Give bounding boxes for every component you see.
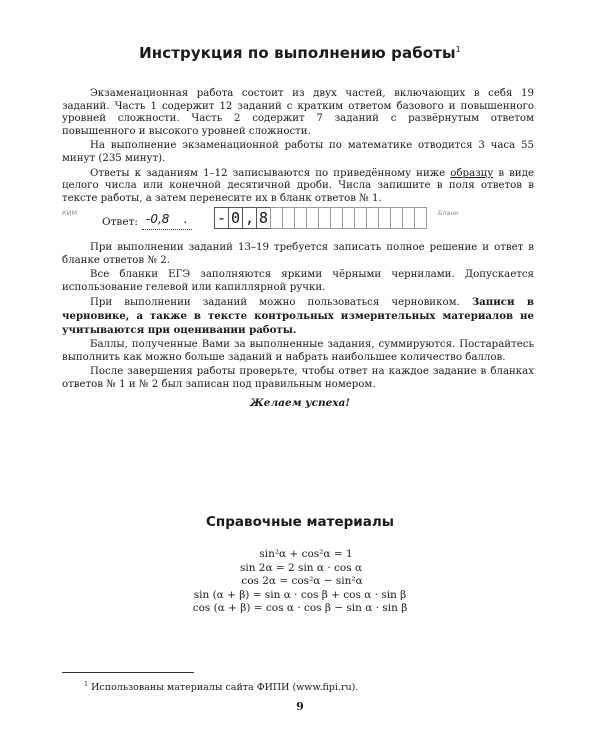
formula: cos 2α = cos²α − sin²α [241,575,363,588]
title-footnote-mark: 1 [455,45,461,54]
reference-title: Справочные материалы [206,514,394,530]
page-title [0,44,600,62]
title-text: Инструкция по выполнению работы [139,44,456,62]
formula: sin 2α = 2 sin α · cos α [239,561,363,574]
answer-handwritten-value [146,212,187,226]
paragraph-check: После завершения работы проверьте, чтобы ответ на каждое задание в бланках ответов № 1 и № 2 был записан под правильным номером. [62,366,534,390]
sample-link[interactable]: образцу [450,167,494,179]
answer-sample [62,207,542,233]
answer-box: , [242,207,257,229]
formula: cos (α + β) = cos α · cos β − sin α · sin β [192,602,408,615]
paragraph-ink: Все бланки ЕГЭ заполняются яркими чёрными чернилами. Допускается использование гелевой или капиллярной ручки. [62,269,534,293]
answers-text-after: в виде целого числа или конечной десятичной дроби. Числа запишите в поля ответов в тексте работы, а затем перенесите их в бланк ответов № 1. [62,167,534,204]
answer-box: 0 [228,207,243,229]
answer-underline [142,229,192,230]
answer-label: Ответ: [102,216,138,228]
answers-text-before: Ответы к заданиям 1–12 записываются по приведённому ниже [90,167,451,179]
paragraph-part2: При выполнении заданий 13–19 требуется записать полное решение и ответ в бланке ответов № 2. [62,242,534,266]
paragraph-draft [62,296,534,337]
formula-list [0,548,600,616]
answer-dot: . [183,212,188,226]
footnote [84,680,358,693]
paragraph-scores: Баллы, полученные Вами за выполненные задания, суммируются. Постарайтесь выполнить как можно больше заданий и набрать наибольшее количество баллов. [62,339,534,363]
blank-label: Бланк [438,209,459,217]
paragraph-time: На выполнение экзаменационной работы по математике отводится 3 часа 55 минут (235 минут). [62,140,534,164]
footnote-mark: 1 [84,680,89,688]
answer-box: - [214,207,229,229]
answer-box [414,207,427,229]
formula: sin (α + β) = sin α · cos β + cos α · sin β [193,588,407,601]
answer-value: -0,8 [146,212,170,226]
answer-box: 8 [256,207,271,229]
instructions-text [62,88,534,207]
draft-text: При выполнении заданий можно пользоваться черновиком. [90,297,472,309]
paragraph-structure: Экзаменационная работа состоит из двух частей, включающих в себя 19 заданий. Часть 1 содержит 12 заданий с кратким ответом базового и повышенного уровней сложности. Часть 2 содержит 7 заданий с развёрнутым ответом повышенного и высокого уровней сложности. [62,88,534,137]
footnote-divider [62,672,194,673]
answer-boxes [214,207,426,229]
instructions-text-continued [62,242,534,394]
kim-label: КИМ [62,209,78,217]
footnote-text: Использованы материалы сайта ФИПИ (www.fipi.ru). [91,682,359,694]
formula: sin²α + cos²α = 1 [259,548,353,560]
paragraph-answers [62,168,534,206]
page-number: 9 [296,700,304,713]
good-luck-text: Желаем успеха! [250,397,350,409]
draft-bold-text: Записи в черновике, а также в тексте контрольных измерительных материалов не учитываются при оценивании работы. [62,296,534,336]
